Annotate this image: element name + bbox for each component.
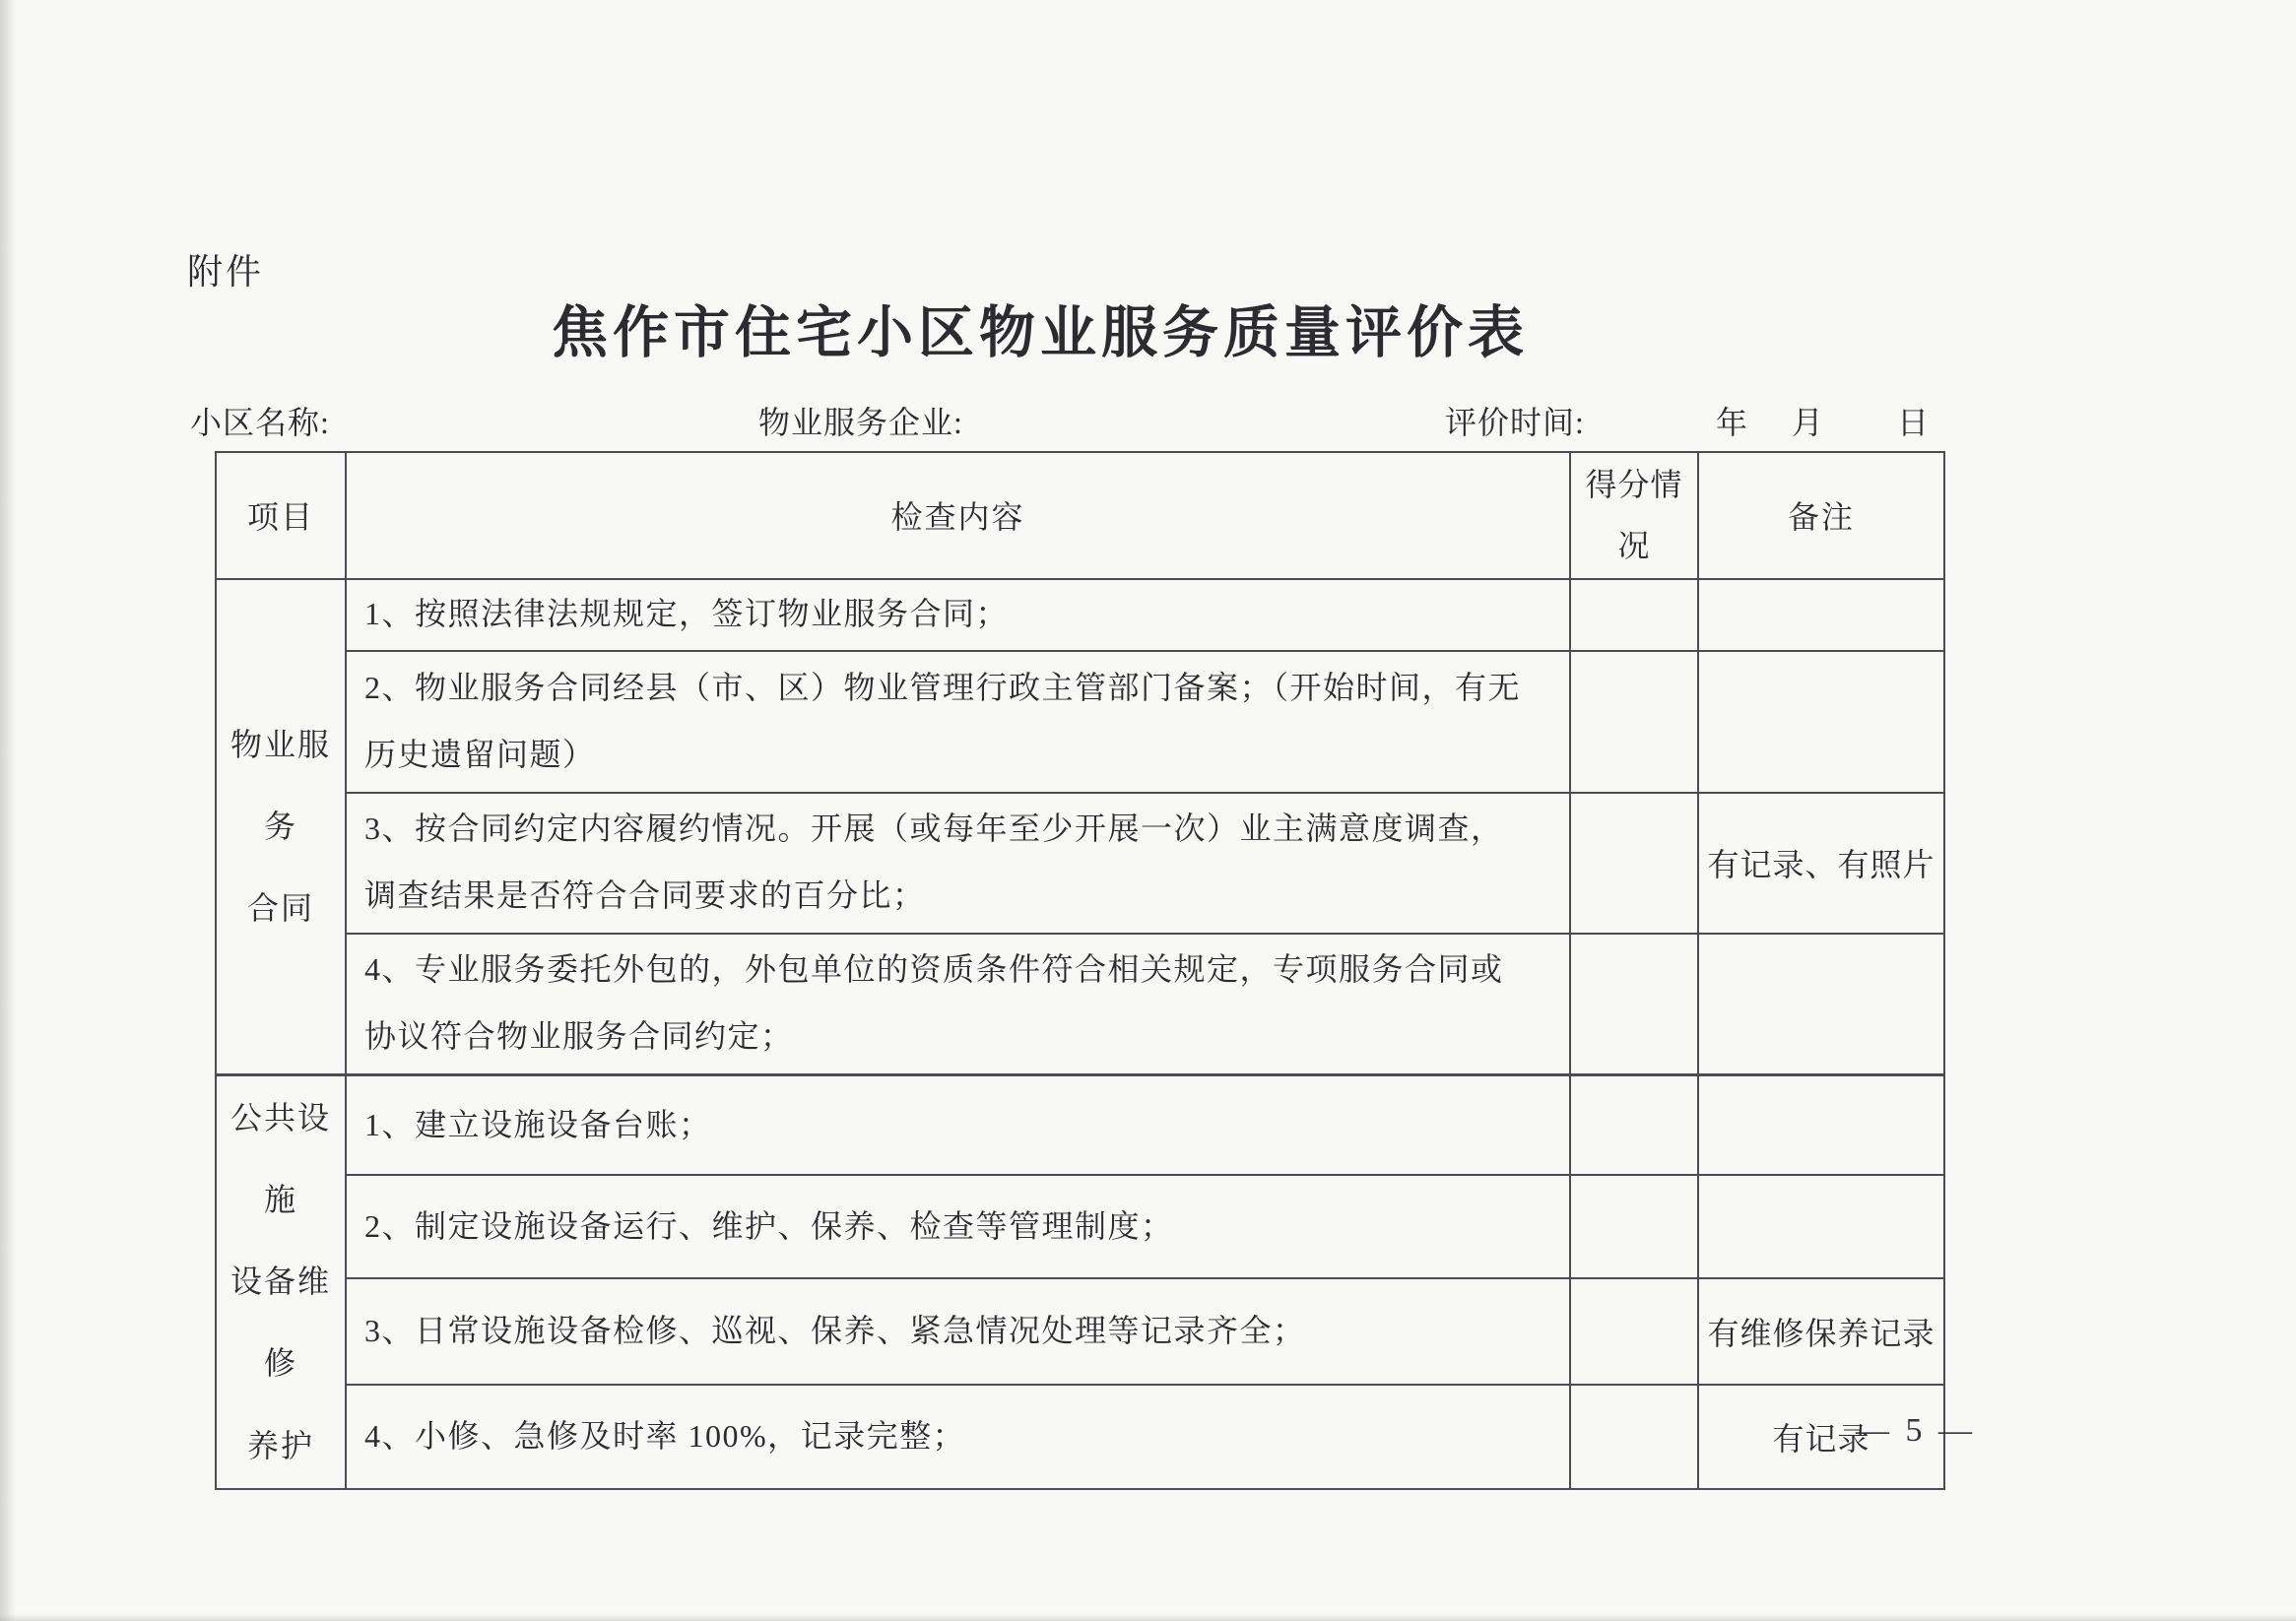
eval-time-label: 评价时间:: [1445, 405, 1585, 440]
table-row: [216, 579, 1944, 651]
score-cell: [1570, 1074, 1698, 1175]
score-cell: [1570, 651, 1698, 793]
year-label: 年: [1716, 405, 1749, 440]
content-cell: 1、按照法律法规规定，签订物业服务合同；: [346, 579, 1570, 651]
remark-cell: [1698, 1175, 1944, 1277]
day-label: 日: [1897, 405, 1931, 440]
remark-cell: [1698, 1074, 1944, 1175]
page-number: — 5 —: [1856, 1412, 1976, 1449]
content-cell: 2、制定设施设备运行、维护、保养、检查等管理制度；: [346, 1175, 1570, 1277]
content-cell: 3、按合同约定内容履约情况。开展（或每年至少开展一次）业主满意度调查，调查结果是否符合合同要求的百分比；: [346, 793, 1570, 934]
header-score: [1570, 452, 1698, 579]
remark-cell: [1698, 651, 1944, 793]
content-cell: 2、物业服务合同经县（市、区）物业管理行政主管部门备案；（开始时间，有无历史遗留问题）: [346, 651, 1570, 793]
section-label-facilities: 公共设施 设备维修 养护: [216, 1074, 346, 1488]
header-item: 项目: [216, 452, 346, 579]
evaluation-table: [215, 451, 1945, 1490]
month-label: 月: [1792, 405, 1825, 440]
score-cell: [1570, 1278, 1698, 1386]
table-row: [216, 1074, 1944, 1175]
remark-cell: 有记录: [1698, 1385, 1944, 1489]
score-cell: [1570, 934, 1698, 1075]
table-row: [216, 651, 1944, 793]
remark-cell: [1698, 579, 1944, 651]
table-row: [216, 793, 1944, 934]
header-remark: 备注: [1698, 452, 1944, 579]
header-score-text: 得分情况: [1585, 467, 1683, 564]
content-cell: 1、建立设施设备台账；: [346, 1074, 1570, 1175]
company-label: 物业服务企业:: [758, 405, 963, 440]
score-cell: [1570, 1175, 1698, 1277]
info-line: [0, 398, 2296, 443]
section-label-contract: 物业服务 合同: [216, 579, 346, 1075]
score-cell: [1570, 579, 1698, 651]
document-title: 焦作市住宅小区物业服务质量评价表: [552, 302, 1529, 364]
table-row: [216, 1278, 1944, 1386]
scan-edge-shadow: [0, 0, 16, 1621]
content-cell: 4、小修、急修及时率 100%，记录完整；: [346, 1385, 1570, 1489]
content-cell: 4、专业服务委托外包的，外包单位的资质条件符合相关规定，专项服务合同或协议符合物业服务合同约定；: [346, 934, 1570, 1075]
table-row: [216, 1175, 1944, 1277]
remark-cell: 有维修保养记录: [1698, 1278, 1944, 1386]
content-cell: 3、日常设施设备检修、巡视、保养、紧急情况处理等记录齐全；: [346, 1278, 1570, 1386]
score-cell: [1570, 1385, 1698, 1489]
score-cell: [1570, 793, 1698, 934]
table-row: [216, 1385, 1944, 1489]
remark-cell: [1698, 934, 1944, 1075]
remark-cell: 有记录、有照片: [1698, 793, 1944, 934]
table-header-row: [216, 452, 1944, 579]
table-row: [216, 934, 1944, 1075]
attachment-label: 附件: [187, 252, 265, 292]
scan-edge-shadow-bottom: [0, 1614, 2296, 1621]
community-name-label: 小区名称:: [190, 405, 330, 440]
header-content: 检查内容: [346, 452, 1570, 579]
